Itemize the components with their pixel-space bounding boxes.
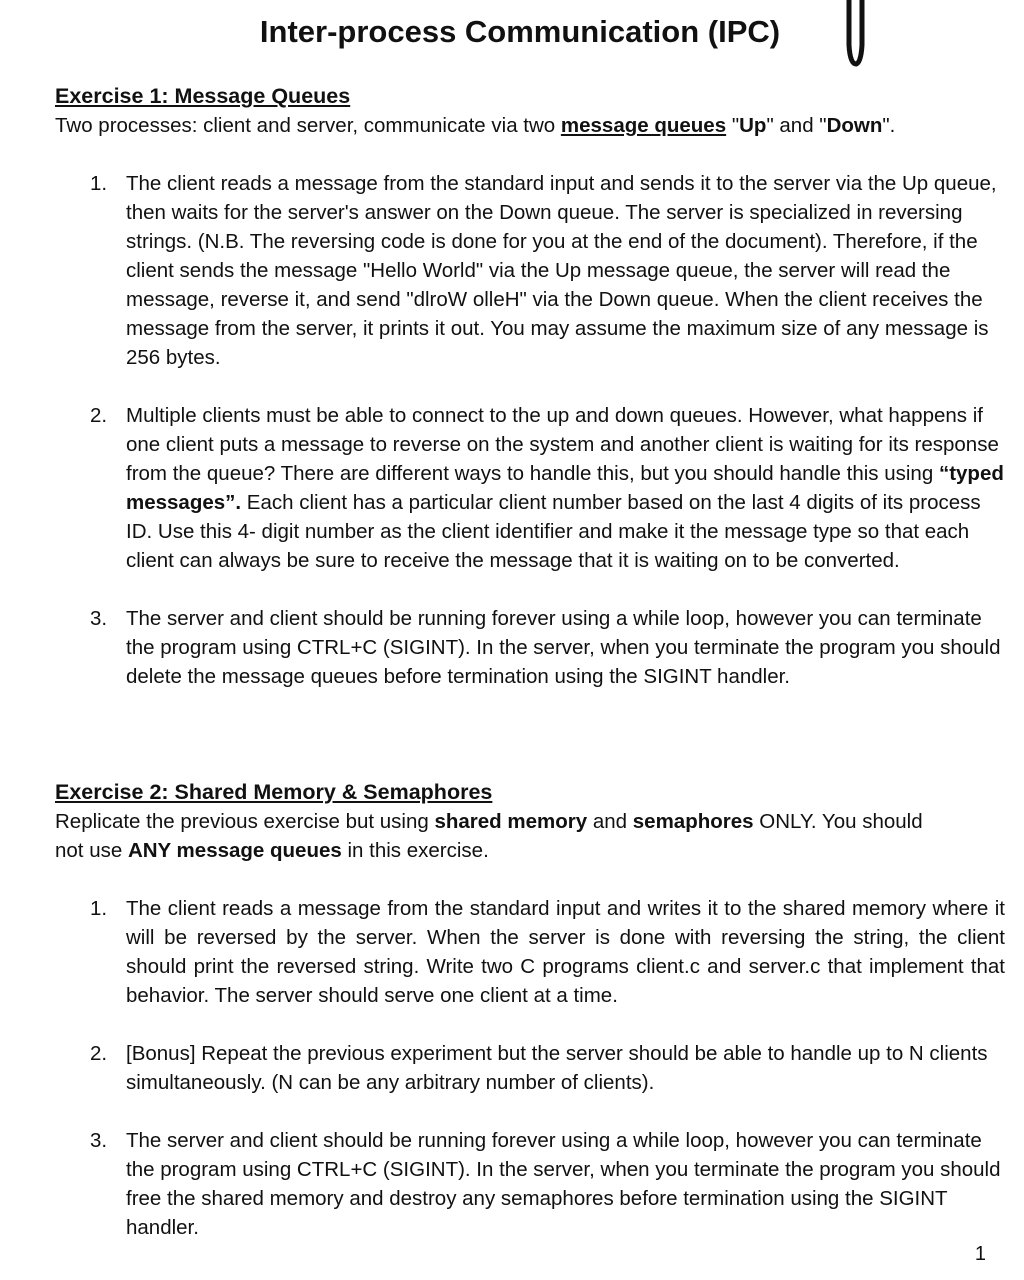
exercise-2-intro bbox=[55, 807, 935, 865]
text: in this exercise. bbox=[341, 839, 489, 862]
bold-text: ANY message queues bbox=[127, 839, 342, 862]
list-item bbox=[55, 1039, 1005, 1097]
exercise-2-section bbox=[55, 778, 1005, 1271]
item-text: [Bonus] Repeat the previous experiment but the server should be able to handle up to N clients simultaneously. (N can be any arbitrary number of clients). bbox=[126, 1042, 988, 1094]
page-number: 1 bbox=[974, 1243, 986, 1265]
bold-text: message queues bbox=[560, 114, 727, 137]
list-number: 3. bbox=[90, 607, 108, 630]
list-item bbox=[55, 604, 1005, 691]
text: ". bbox=[882, 114, 896, 137]
item-text: The server and client should be running forever using a while loop, however you can terminate the program using CTRL+C (SIGINT). In the server, when you terminate the program you should free the shared memory and destroy any semaphores before termination using the SIGINT handler. bbox=[126, 1129, 1001, 1239]
paper-clip-icon bbox=[842, 0, 872, 70]
list-item bbox=[55, 894, 1005, 1010]
bold-text: Down bbox=[826, 114, 883, 137]
exercise-1-intro bbox=[55, 111, 1005, 140]
list-number: 2. bbox=[90, 404, 108, 427]
text: Replicate the previous exercise but using bbox=[55, 810, 435, 833]
list-number: 1. bbox=[90, 897, 108, 920]
list-item bbox=[55, 169, 1005, 372]
exercise-1-heading: Exercise 1: Message Queues bbox=[55, 84, 351, 108]
list-item bbox=[55, 1126, 1005, 1242]
item-text: Multiple clients must be able to connect to the up and down queues. However, what happens if one client puts a message to reverse on the system and another client is waiting for its response from the queue? There are different ways to handle this, but you should handle this using bbox=[126, 404, 999, 485]
text: ONLY. You should not use bbox=[55, 810, 923, 862]
exercise-1-section bbox=[55, 82, 1005, 720]
item-text: The client reads a message from the standard input and sends it to the server via the Up queue, then waits for the server's answer on the Down queue. The server is specialized in reversing strings. (N.B. The reversing code is done for you at the end of the document). Therefore, if the client sends the message "Hello World" via the Up message queue, the server will read the message, reverse it, and send "dlroW olleH" via the Down queue. When the client receives the message from the server, it prints it out. You may assume the maximum size of any message is 256 bytes. bbox=[126, 172, 997, 369]
list-number: 2. bbox=[90, 1042, 108, 1065]
text: " bbox=[726, 114, 740, 137]
bold-text: semaphores bbox=[632, 810, 754, 833]
item-text: Each client has a particular client number based on the last 4 digits of its process ID. Use this 4- digit number as the client identifier and make it the message type so that each client can always be sure to receive the message that it is waiting on to be converted. bbox=[126, 491, 981, 572]
item-text: The server and client should be running forever using a while loop, however you can terminate the program using CTRL+C (SIGINT). In the server, when you terminate the program you should delete the message queues before termination using the SIGINT handler. bbox=[126, 607, 1001, 688]
text: " and " bbox=[766, 114, 827, 137]
list-number: 3. bbox=[90, 1129, 108, 1152]
text: Two processes: client and server, communicate via two bbox=[55, 114, 561, 137]
text: and bbox=[587, 810, 633, 833]
bold-text: “typed messages”. bbox=[126, 462, 1004, 514]
list-item bbox=[55, 401, 1005, 575]
bold-text: Up bbox=[739, 114, 767, 137]
bold-text: shared memory bbox=[434, 810, 588, 833]
list-number: 1. bbox=[90, 172, 108, 195]
item-text: The client reads a message from the standard input and writes it to the shared memory where it will be reversed by the server. When the server is done with reversing the string, the client should print the reversed string. Write two C programs client.c and server.c that implement that behavior. The server should serve one client at a time. bbox=[126, 897, 1005, 1007]
page-title: Inter-process Communication (IPC) bbox=[259, 14, 781, 49]
exercise-2-heading: Exercise 2: Shared Memory & Semaphores bbox=[55, 780, 493, 804]
